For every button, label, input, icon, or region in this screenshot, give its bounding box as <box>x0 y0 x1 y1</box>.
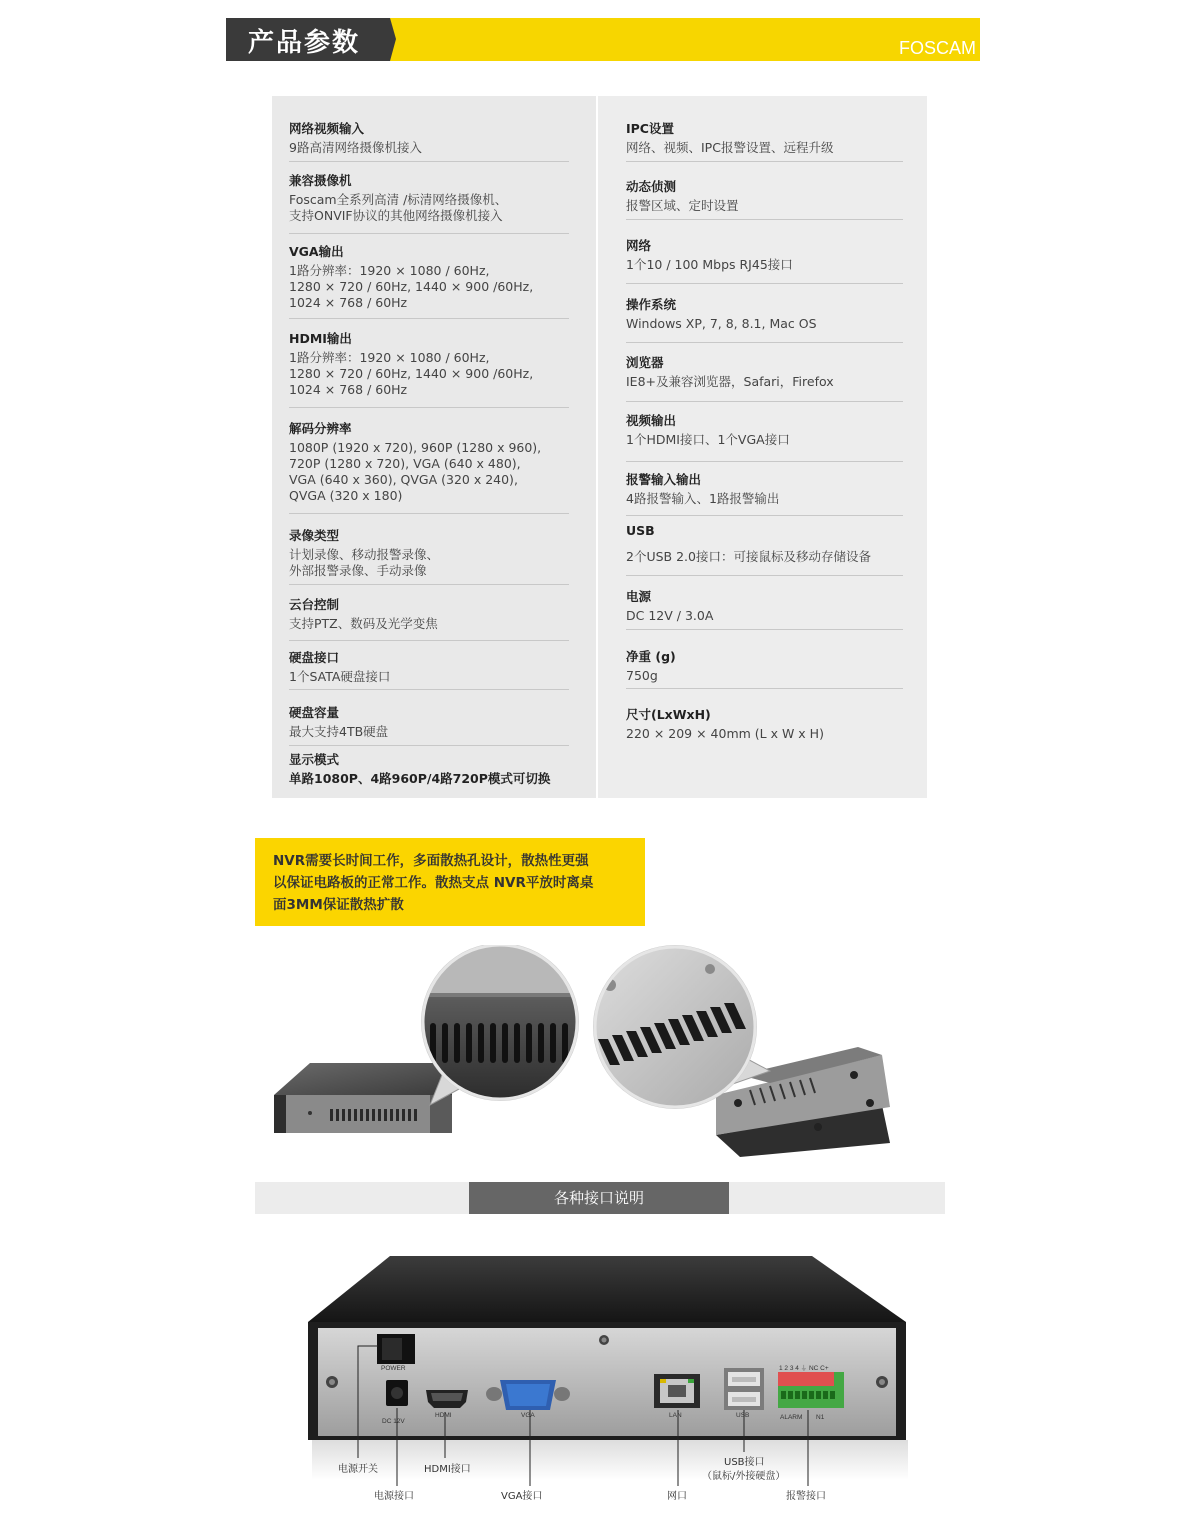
spec-value: 网络、视频、IPC报警设置、远程升级 <box>626 140 834 155</box>
spec-label: 净重 (g) <box>626 649 676 664</box>
spec-value: 1080P (1920 x 720), 960P (1280 x 960), 720P (1280 x 720), VGA (640 x 480), VGA (640 x 360), QVGA (320 x 240), QVGA (320 x 180) <box>289 440 542 503</box>
spec-item <box>626 178 903 220</box>
spec-label: 动态侦测 <box>626 179 677 194</box>
spec-item <box>626 648 903 689</box>
heat-dissipation-note <box>255 838 645 926</box>
spec-value: 4路报警输入、1路报警输出 <box>626 491 780 506</box>
spec-value: Windows XP, 7, 8, 8.1, Mac OS <box>626 316 817 331</box>
callout-power-port: 电源接口 <box>374 1491 414 1502</box>
spec-item <box>289 527 569 585</box>
spec-label: 解码分辨率 <box>289 421 352 436</box>
usb-port-label: USB <box>736 1412 750 1419</box>
spec-label: 录像类型 <box>289 528 340 543</box>
spec-value: 1个10 / 100 Mbps RJ45接口 <box>626 257 793 272</box>
spec-value: 2个USB 2.0接口：可接鼠标及移动存储设备 <box>626 549 871 564</box>
spec-panel <box>272 96 927 798</box>
heat-vent-photos <box>270 945 900 1165</box>
spec-value: 报警区域、定时设置 <box>626 198 739 213</box>
spec-item <box>289 172 569 234</box>
spec-value: 支持PTZ、数码及光学变焦 <box>289 616 438 631</box>
spec-label: 网络 <box>626 238 652 253</box>
callout-power-switch: 电源开关 <box>338 1464 378 1475</box>
section-header <box>226 18 980 61</box>
spec-label: USB <box>626 523 655 538</box>
spec-item <box>289 649 569 690</box>
spec-label: HDMI输出 <box>289 331 352 346</box>
spec-item <box>626 706 916 746</box>
spec-label: IPC设置 <box>626 121 674 136</box>
nvr-back-panel <box>300 1250 920 1518</box>
power-switch-label: POWER <box>381 1365 406 1372</box>
spec-label: VGA输出 <box>289 244 344 259</box>
spec-value: 单路1080P、4路960P/4路720P模式可切换 <box>289 771 551 786</box>
spec-label: 显示模式 <box>289 752 340 767</box>
alarm-port-label: ALARM <box>780 1414 803 1421</box>
spec-value: 1个HDMI接口、1个VGA接口 <box>626 432 790 447</box>
spec-item <box>289 120 569 162</box>
spec-item <box>626 237 903 284</box>
spec-value: Foscam全系列高清 /标清网络摄像机、 支持ONVIF协议的其他网络摄像机接入 <box>289 192 508 223</box>
spec-value: 计划录像、移动报警录像、 外部报警录像、手动录像 <box>289 547 440 578</box>
heat-note-text: NVR需要长时间工作，多面散热孔设计，散热性更强 以保证电路板的正常工作。散热支点 NVR平放时离桌 面3MM保证散热扩散 <box>273 853 594 913</box>
interfaces-title: 各种接口说明 <box>469 1182 729 1214</box>
spec-item <box>626 471 903 516</box>
nvr-side-view <box>274 1063 452 1133</box>
lan-port-label: LAN <box>669 1412 682 1419</box>
spec-label: 网络视频输入 <box>289 121 365 136</box>
spec-item <box>626 522 903 576</box>
callout-vga-port: VGA接口 <box>501 1491 543 1502</box>
spec-label: 硬盘容量 <box>289 705 340 720</box>
spec-item <box>626 412 903 462</box>
spec-label: 云台控制 <box>289 597 340 612</box>
terminal-pin-label: 1 2 3 4 ⏚ NC C+ <box>779 1365 829 1372</box>
spec-label: 报警输入输出 <box>626 472 702 487</box>
spec-value: 220 × 209 × 40mm (L x W x H) <box>626 726 824 741</box>
vga-port-label: VGA <box>521 1412 535 1419</box>
callout-usb-port: USB接口 <box>724 1457 765 1468</box>
callout-net-port: 网口 <box>667 1491 687 1502</box>
spec-value: 1个SATA硬盘接口 <box>289 669 391 684</box>
spec-item <box>626 354 903 402</box>
back-panel-illustration <box>300 1250 920 1518</box>
spec-value: IE8+及兼容浏览器，Safari，Firefox <box>626 374 834 389</box>
spec-item <box>289 751 579 791</box>
dc-jack-label: DC 12V <box>382 1418 405 1425</box>
n1-port-label: N1 <box>816 1414 825 1421</box>
spec-value: 750g <box>626 668 658 683</box>
spec-value: 1路分辨率：1920 × 1080 / 60Hz, 1280 × 720 / 60Hz, 1440 × 900 /60Hz, 1024 × 768 / 60Hz <box>289 263 534 310</box>
spec-item <box>626 120 903 162</box>
spec-item <box>289 330 569 408</box>
spec-item <box>289 596 569 641</box>
callout-hdmi-port: HDMI接口 <box>424 1464 471 1475</box>
spec-value: DC 12V / 3.0A <box>626 608 714 623</box>
spec-label: 浏览器 <box>626 355 664 370</box>
vent-zoom-left <box>420 945 580 1105</box>
hdmi-port-label: HDMI <box>435 1412 452 1419</box>
page-title: 产品参数 <box>248 28 361 58</box>
spec-value: 1路分辨率：1920 × 1080 / 60Hz, 1280 × 720 / 60Hz, 1440 × 900 /60Hz, 1024 × 768 / 60Hz <box>289 350 534 397</box>
spec-label: 电源 <box>626 589 652 604</box>
callout-alarm-port: 报警接口 <box>786 1491 826 1502</box>
callout-usb-sub: （鼠标/外接硬盘） <box>702 1471 786 1482</box>
spec-label: 硬盘接口 <box>289 650 340 665</box>
spec-item <box>289 243 569 319</box>
spec-item <box>626 296 903 343</box>
spec-item <box>289 420 569 514</box>
spec-label: 操作系统 <box>626 297 677 312</box>
spec-label: 视频输出 <box>626 413 677 428</box>
spec-value: 9路高清网络摄像机接入 <box>289 140 422 155</box>
brand-logo-text: FOSCAM <box>898 38 976 58</box>
spec-value: 最大支持4TB硬盘 <box>289 724 389 739</box>
spec-label: 尺寸(LxWxH) <box>626 707 711 722</box>
interfaces-section-bar <box>255 1182 945 1214</box>
spec-label: 兼容摄像机 <box>289 173 352 188</box>
spec-item <box>626 588 903 630</box>
spec-item <box>289 704 569 746</box>
